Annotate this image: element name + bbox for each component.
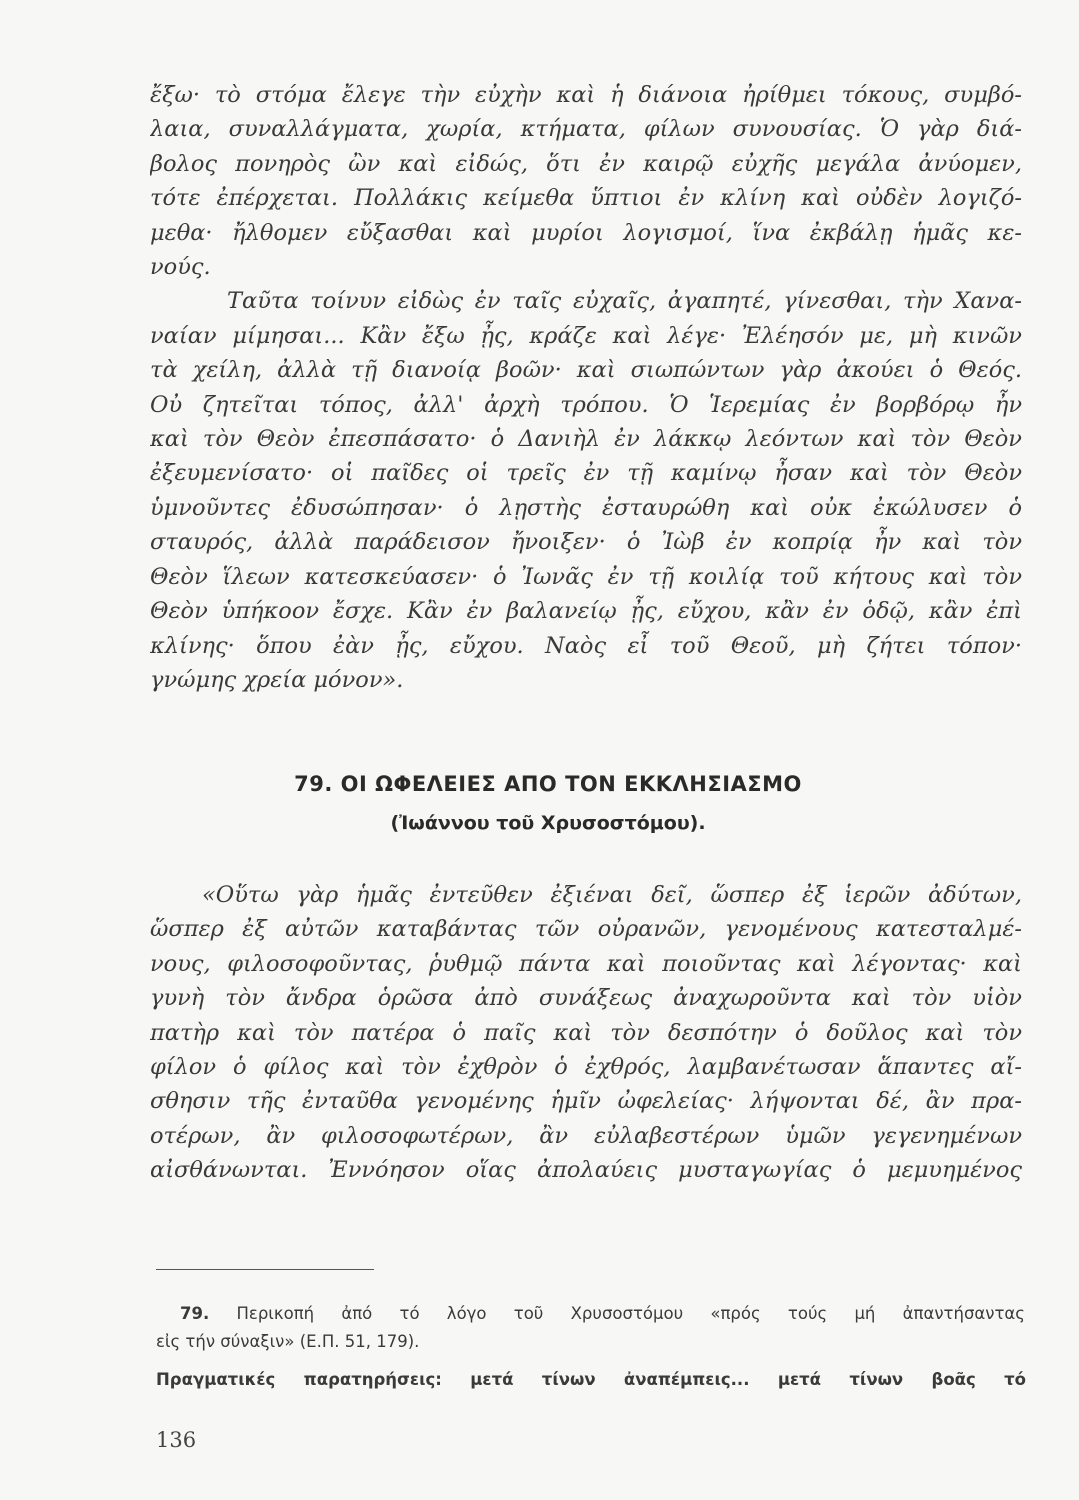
paragraph1-line: βολος πονηρὸς ὢν καὶ εἰδώς, ὅτι ἐν καιρῷ εὐχῆς μεγάλα ἀνύομεν, [150,150,1022,177]
section-subheading: (Ἰωάννου τοῦ Χρυσοστόμου). [390,812,706,834]
paragraph2-line: γυνὴ τὸν ἄνδρα ὁρῶσα ἀπὸ συνάξεως ἀναχωροῦντα καὶ τὸν υἱὸν [150,985,1022,1012]
paragraph1-line: καὶ τὸν Θεὸν ἐπεσπάσατο· ὁ Δανιὴλ ἐν λάκκῳ λεόντων καὶ τὸν Θεὸν [150,426,1022,453]
paragraph-quote [150,878,1022,1188]
footnote-text-1: Περικοπή ἀπό τό λόγο τοῦ Χρυσοστόμου «πρός τούς μή ἀπαντήσαντας [236,1304,1025,1323]
paragraph1-line: λαια, συναλλάγματα, χωρία, κτήματα, φίλων συνουσίας. Ὁ γὰρ διά- [150,116,1022,143]
footnote-79 [156,1300,1025,1356]
footnote-remarks: Πραγματικές παρατηρήσεις: μετά τίνων ἀναπέμπεις... μετά τίνων βοᾶς τό [156,1370,1026,1389]
paragraph1-line: Οὐ ζητεῖται τόπος, ἀλλ' ἀρχὴ τρόπου. Ὁ Ἱερεμίας ἐν βορβόρῳ ἦν [150,391,1022,418]
paragraph2-line: ὥσπερ ἐξ αὐτῶν καταβάντας τῶν οὐρανῶν, γενομένους κατεσταλμέ- [150,916,1022,943]
paragraph1-line: ναίαν μίμησαι... Κἂν ἔξω ᾖς, κράζε καὶ λέγε· Ἐλέησόν με, μὴ κινῶν [150,322,1022,349]
paragraph1-line: ὑμνοῦντες ἐδυσώπησαν· ὁ λῃστὴς ἐσταυρώθη καὶ οὐκ ἐκώλυσεν ὁ [150,494,1022,521]
paragraph2-line: οτέρων, ἂν φιλοσοφωτέρων, ἂν εὐλαβεστέρων ὑμῶν γεγενημένων [150,1122,1022,1149]
paragraph1-line: Ταῦτα τοίνυν εἰδὼς ἐν ταῖς εὐχαῖς, ἀγαπητέ, γίνεσθαι, τὴν Χανα- [227,288,1022,315]
paragraph1-line: κλίνης· ὅπου ἐὰν ᾖς, εὔχου. Ναὸς εἶ τοῦ Θεοῦ, μὴ ζήτει τόπον· [150,632,1022,659]
paragraph1-line: ἔξω· τὸ στόμα ἔλεγε τὴν εὐχὴν καὶ ἡ διάνοια ἠρίθμει τόκους, συμβό- [150,82,1022,108]
footnote-line-1 [180,1300,1025,1328]
footnote-number: 79. [180,1304,210,1323]
paragraph1-line: γνώμης χρεία μόνον». [150,666,404,693]
paragraph2-line: αἰσθάνωνται. Ἐννόησον οἵας ἀπολαύεις μυσταγωγίας ὁ μεμυημένος [150,1157,1022,1184]
paragraph1-line: Θεὸν ὑπήκοον ἔσχε. Κἂν ἐν βαλανείῳ ᾖς, εὔχου, κἂν ἐν ὁδῷ, κἂν ἐπὶ [150,598,1022,625]
paragraph2-line: «Οὕτω γὰρ ἡμᾶς ἐντεῦθεν ἐξιέναι δεῖ, ὥσπερ ἐξ ἱερῶν ἀδύτων, [202,882,1022,908]
paragraph1-line: Θεὸν ἵλεων κατεσκεύασεν· ὁ Ἰωνᾶς ἐν τῇ κοιλίᾳ τοῦ κήτους καὶ τὸν [150,563,1022,590]
paragraph2-line: πατὴρ καὶ τὸν πατέρα ὁ παῖς καὶ τὸν δεσπότην ὁ δοῦλος καὶ τὸν [150,1019,1022,1046]
paragraph1-line: νούς. [150,254,211,281]
paragraph1-line: τότε ἐπέρχεται. Πολλάκις κείμεθα ὕπτιοι ἐν κλίνη καὶ οὐδὲν λογιζό- [150,185,1022,212]
footnote-line-2: εἰς τήν σύναξιν» (Ε.Π. 51, 179). [156,1332,420,1351]
paragraph1-line: σταυρός, ἀλλὰ παράδεισον ἤνοιξεν· ὁ Ἰὼβ ἐν κοπρίᾳ ἦν καὶ τὸν [150,529,1022,556]
paragraph2-line: σθησιν τῆς ἐνταῦθα γενομένης ἡμῖν ὠφελείας· λήψονται δέ, ἂν πρα- [150,1088,1022,1115]
paragraph-continuation [150,78,1022,697]
section-heading: 79. ΟΙ ΩΦΕΛΕΙΕΣ ΑΠΟ ΤΟΝ ΕΚΚΛΗΣΙΑΣΜΟ [294,772,802,796]
page-number: 136 [156,1428,197,1452]
paragraph2-line: νους, φιλοσοφοῦντας, ῥυθμῷ πάντα καὶ ποιοῦντας καὶ λέγοντας· καὶ [150,950,1022,977]
footnote-divider [156,1269,374,1270]
paragraph1-line: τὰ χείλη, ἀλλὰ τῇ διανοίᾳ βοῶν· καὶ σιωπώντων γὰρ ἀκούει ὁ Θεός. [150,357,1022,384]
paragraph2-line: φίλον ὁ φίλος καὶ τὸν ἐχθρὸν ὁ ἐχθρός, λαμβανέτωσαν ἅπαντες αἴ- [150,1054,1022,1081]
paragraph1-line: ἐξευμενίσατο· οἱ παῖδες οἱ τρεῖς ἐν τῇ καμίνῳ ἦσαν καὶ τὸν Θεὸν [150,460,1022,487]
paragraph1-line: μεθα· ἤλθομεν εὔξασθαι καὶ μυρίοι λογισμοί, ἵνα ἐκβάλῃ ἡμᾶς κε- [150,219,1022,246]
